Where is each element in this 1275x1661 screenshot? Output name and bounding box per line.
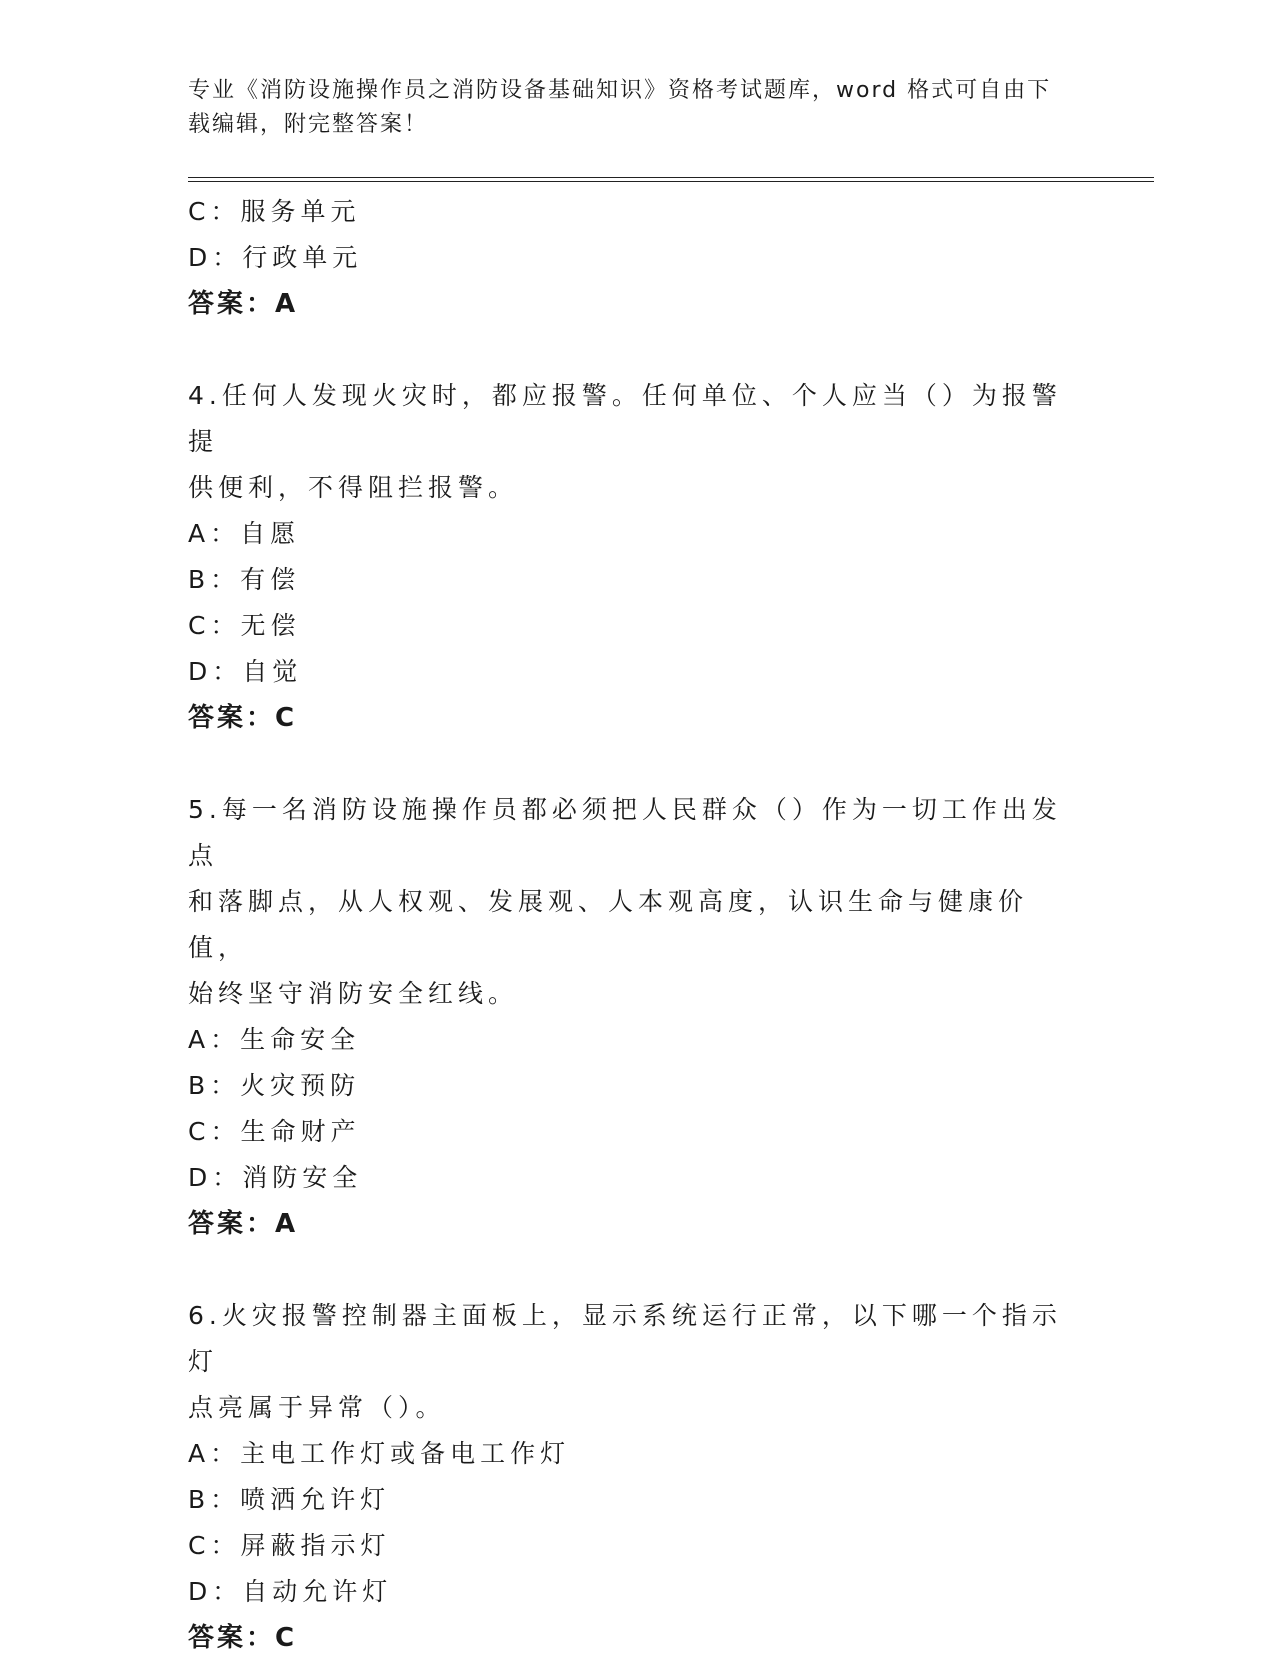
option-d: D：自动允许灯	[188, 1577, 393, 1606]
question-text	[188, 787, 1068, 1017]
header-divider-bottom	[188, 181, 1154, 182]
header-line-2: 载编辑，附完整答案！	[188, 112, 429, 137]
option-d: D：行政单元	[188, 243, 363, 272]
question-text-line: 始终坚守消防安全红线。	[188, 979, 519, 1008]
question-5	[188, 787, 1068, 1247]
question-text-line: 点亮属于异常（）。	[188, 1393, 446, 1422]
option-a: A：自愿	[188, 519, 301, 548]
question-text	[188, 373, 1068, 511]
document-header	[188, 74, 1068, 142]
option-c: C：生命财产	[188, 1117, 361, 1146]
header-divider-top	[188, 177, 1154, 178]
answer-line: 答案：A	[188, 289, 299, 319]
spacer	[188, 1247, 1068, 1293]
option-d: D：消防安全	[188, 1163, 363, 1192]
question-4	[188, 373, 1068, 741]
question-list	[188, 189, 1068, 1661]
answer-line: 答案：C	[188, 1623, 298, 1653]
option-c: C：无偿	[188, 611, 301, 640]
question-text-line: 5.每一名消防设施操作员都必须把人民群众（）作为一切工作出发点	[188, 795, 1062, 870]
spacer	[188, 327, 1068, 373]
question-6	[188, 1293, 1068, 1661]
question-text-line: 6.火灾报警控制器主面板上，显示系统运行正常，以下哪一个指示灯	[188, 1301, 1062, 1376]
question-3-continued	[188, 189, 1068, 327]
question-text-line: 4.任何人发现火灾时，都应报警。任何单位、个人应当（）为报警提	[188, 381, 1062, 456]
question-text-line: 和落脚点，从人权观、发展观、人本观高度，认识生命与健康价值，	[188, 887, 1029, 962]
answer-line: 答案：A	[188, 1209, 299, 1239]
option-b: B：火灾预防	[188, 1071, 361, 1100]
question-text-line: 供便利，不得阻拦报警。	[188, 473, 519, 502]
option-b: B：喷洒允许灯	[188, 1485, 391, 1514]
option-a: A：主电工作灯或备电工作灯	[188, 1439, 571, 1468]
header-line-1: 专业《消防设施操作员之消防设备基础知识》资格考试题库，word 格式可自由下	[188, 78, 1052, 103]
option-c: C：服务单元	[188, 197, 361, 226]
question-text	[188, 1293, 1068, 1431]
option-c: C：屏蔽指示灯	[188, 1531, 391, 1560]
option-a: A：生命安全	[188, 1025, 361, 1054]
answer-line: 答案：C	[188, 703, 298, 733]
spacer	[188, 741, 1068, 787]
option-d: D：自觉	[188, 657, 303, 686]
option-b: B：有偿	[188, 565, 301, 594]
